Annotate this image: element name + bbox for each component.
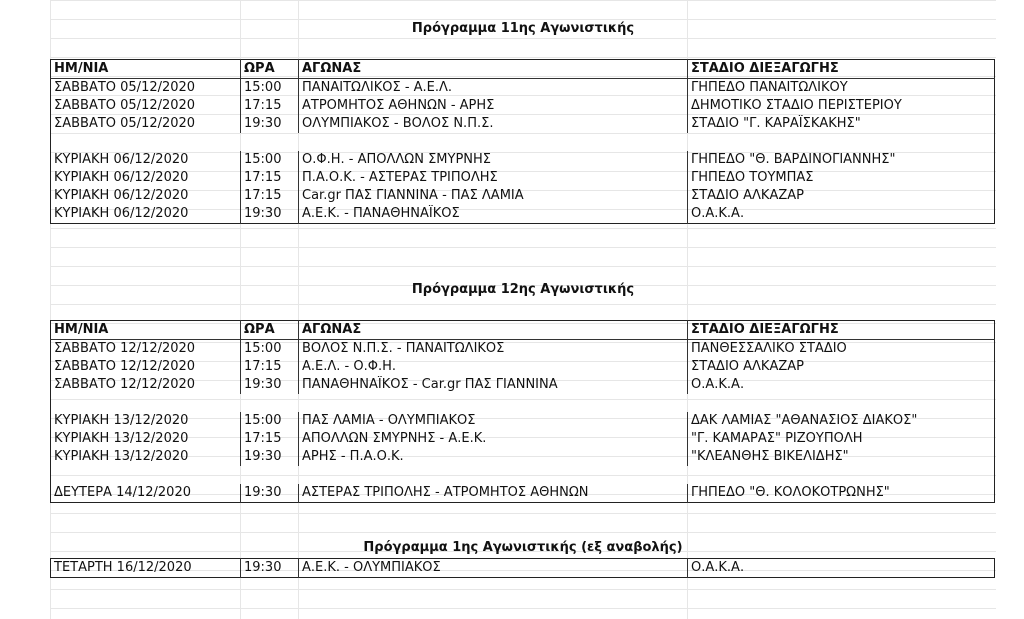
cell-stadium[interactable]: ΠΑΝΘΕΣΣΑΛΙΚΟ ΣΤΑΔΙΟ (688, 340, 995, 359)
table-row (51, 97, 995, 115)
cell-date[interactable]: ΣΑΒΒΑΤΟ 05/12/2020 (54, 98, 196, 113)
cell-match[interactable]: ΑΠΟΛΛΩΝ ΣΜΥΡΝΗΣ - Α.Ε.Κ. (299, 430, 688, 448)
cell-date[interactable]: ΚΥΡΙΑΚΗ 13/12/2020 (54, 431, 189, 446)
round-12-table-wrap (50, 320, 996, 503)
cell-stadium[interactable]: Ο.Α.Κ.Α. (688, 376, 995, 394)
cell-stadium[interactable]: ΣΤΑΔΙΟ ΑΛΚΑΖΑΡ (688, 358, 995, 376)
header-time: ΩΡΑ (241, 60, 299, 79)
empty-cell[interactable] (51, 133, 995, 151)
round-11-table-wrap (50, 59, 996, 224)
table-row (51, 559, 995, 578)
cell-stadium[interactable]: ΓΗΠΕΔΟ "Θ. ΚΟΛΟΚΟΤΡΩΝΗΣ" (688, 484, 995, 503)
cell-match[interactable]: ΑΡΗΣ - Π.Α.Ο.Κ. (299, 448, 688, 466)
cell-time[interactable]: 19:30 (241, 115, 299, 133)
cell-match[interactable]: Α.Ε.Κ. - ΠΑΝΑΘΗΝΑΪΚΟΣ (299, 205, 688, 224)
round-1-title-text: Πρόγραμμα 1ης Αγωνιστικής (εξ αναβολής) (363, 540, 683, 555)
cell-date[interactable]: ΤΕΤΑΡΤΗ 16/12/2020 (54, 560, 192, 575)
table-row (51, 484, 995, 503)
cell-stadium[interactable]: ΓΗΠΕΔΟ "Θ. ΒΑΡΔΙΝΟΓΙΑΝΝΗΣ" (688, 151, 995, 169)
cell-date[interactable]: ΚΥΡΙΑΚΗ 06/12/2020 (54, 170, 189, 185)
cell-stadium[interactable]: "Γ. ΚΑΜΑΡΑΣ" ΡΙΖΟΥΠΟΛΗ (688, 430, 995, 448)
cell-time[interactable]: 17:15 (241, 97, 299, 115)
round-1-title (50, 538, 996, 557)
spacer-row (51, 394, 995, 412)
cell-time[interactable]: 19:30 (241, 376, 299, 394)
cell-match[interactable]: Ο.Φ.Η. - ΑΠΟΛΛΩΝ ΣΜΥΡΝΗΣ (299, 151, 688, 169)
cell-match[interactable]: ΑΣΤΕΡΑΣ ΤΡΙΠΟΛΗΣ - ΑΤΡΟΜΗΤΟΣ ΑΘΗΝΩΝ (299, 484, 688, 503)
round-12-table (50, 320, 995, 503)
cell-date[interactable]: ΣΑΒΒΑΤΟ 05/12/2020 (54, 116, 196, 131)
cell-time[interactable]: 19:30 (241, 448, 299, 466)
cell-stadium[interactable]: Ο.Α.Κ.Α. (688, 205, 995, 224)
cell-match[interactable]: ΠΑΝΑΙΤΩΛΙΚΟΣ - Α.Ε.Λ. (299, 79, 688, 98)
cell-stadium[interactable]: ΓΗΠΕΔΟ ΠΑΝΑΙΤΩΛΙΚΟΥ (688, 79, 995, 98)
cell-stadium[interactable]: ΔΗΜΟΤΙΚΟ ΣΤΑΔΙΟ ΠΕΡΙΣΤΕΡΙΟΥ (688, 97, 995, 115)
spacer-row (51, 466, 995, 484)
cell-stadium[interactable]: ΣΤΑΔΙΟ "Γ. ΚΑΡΑΪΣΚΑΚΗΣ" (688, 115, 995, 133)
cell-time[interactable]: 15:00 (241, 340, 299, 359)
table-header-row (51, 60, 995, 79)
cell-match[interactable]: ΑΤΡΟΜΗΤΟΣ ΑΘΗΝΩΝ - ΑΡΗΣ (299, 97, 688, 115)
cell-time[interactable]: 17:15 (241, 169, 299, 187)
table-row (51, 115, 995, 133)
empty-cell[interactable] (51, 394, 995, 412)
header-date: ΗΜ/ΝΙΑ (51, 321, 241, 340)
cell-date[interactable]: ΚΥΡΙΑΚΗ 06/12/2020 (54, 188, 189, 203)
round-12-title (50, 280, 996, 299)
table-row (51, 340, 995, 359)
cell-match[interactable]: Α.Ε.Λ. - Ο.Φ.Η. (299, 358, 688, 376)
cell-time[interactable]: 15:00 (241, 151, 299, 169)
cell-match[interactable]: Α.Ε.Κ. - ΟΛΥΜΠΙΑΚΟΣ (299, 559, 688, 578)
table-header-row (51, 321, 995, 340)
cell-date[interactable]: ΣΑΒΒΑΤΟ 05/12/2020 (54, 80, 196, 95)
header-date: ΗΜ/ΝΙΑ (51, 60, 241, 79)
cell-date[interactable]: ΚΥΡΙΑΚΗ 13/12/2020 (54, 413, 189, 428)
round-1-section (50, 538, 996, 557)
cell-time[interactable]: 17:15 (241, 358, 299, 376)
spreadsheet-sheet (50, 0, 996, 619)
cell-stadium[interactable]: ΓΗΠΕΔΟ ΤΟΥΜΠΑΣ (688, 169, 995, 187)
round-11-title (50, 19, 996, 38)
cell-match[interactable]: ΠΑΝΑΘΗΝΑΪΚΟΣ - Car.gr ΠΑΣ ΓΙΑΝΝΙΝΑ (299, 376, 688, 394)
round-11-table (50, 59, 995, 224)
cell-date[interactable]: ΣΑΒΒΑΤΟ 12/12/2020 (54, 377, 196, 392)
cell-date[interactable]: ΚΥΡΙΑΚΗ 06/12/2020 (54, 206, 189, 221)
cell-match[interactable]: Car.gr ΠΑΣ ΓΙΑΝΝΙΝΑ - ΠΑΣ ΛΑΜΙΑ (299, 187, 688, 205)
cell-match[interactable]: Π.Α.Ο.Κ. - ΑΣΤΕΡΑΣ ΤΡΙΠΟΛΗΣ (299, 169, 688, 187)
table-row (51, 151, 995, 169)
round-12-section (50, 280, 996, 299)
round-11-title-text: Πρόγραμμα 11ης Αγωνιστικής (411, 21, 635, 36)
table-row (51, 187, 995, 205)
cell-time[interactable]: 17:15 (241, 430, 299, 448)
table-row (51, 376, 995, 394)
header-match: ΑΓΩΝΑΣ (299, 321, 688, 340)
cell-time[interactable]: 19:30 (241, 205, 299, 224)
header-stadium: ΣΤΑΔΙΟ ΔΙΕΞΑΓΩΓΗΣ (688, 60, 995, 79)
header-stadium: ΣΤΑΔΙΟ ΔΙΕΞΑΓΩΓΗΣ (688, 321, 995, 340)
table-row (51, 79, 995, 98)
header-time: ΩΡΑ (241, 321, 299, 340)
round-11-section (50, 19, 996, 38)
cell-date[interactable]: ΚΥΡΙΑΚΗ 06/12/2020 (54, 152, 189, 167)
cell-match[interactable]: ΟΛΥΜΠΙΑΚΟΣ - ΒΟΛΟΣ Ν.Π.Σ. (299, 115, 688, 133)
cell-stadium[interactable]: Ο.Α.Κ.Α. (688, 559, 995, 578)
cell-date[interactable]: ΔΕΥΤΕΡΑ 14/12/2020 (54, 485, 191, 500)
cell-stadium[interactable]: ΔΑΚ ΛΑΜΙΑΣ "ΑΘΑΝΑΣΙΟΣ ΔΙΑΚΟΣ" (688, 412, 995, 430)
cell-date[interactable]: ΣΑΒΒΑΤΟ 12/12/2020 (54, 341, 196, 356)
cell-match[interactable]: ΒΟΛΟΣ Ν.Π.Σ. - ΠΑΝΑΙΤΩΛΙΚΟΣ (299, 340, 688, 359)
empty-cell[interactable] (51, 466, 995, 484)
table-row (51, 205, 995, 224)
cell-time[interactable]: 15:00 (241, 412, 299, 430)
spacer-row (51, 133, 995, 151)
table-row (51, 448, 995, 466)
cell-time[interactable]: 19:30 (241, 559, 299, 578)
round-12-title-text: Πρόγραμμα 12ης Αγωνιστικής (411, 282, 635, 297)
header-match: ΑΓΩΝΑΣ (299, 60, 688, 79)
cell-time[interactable]: 17:15 (241, 187, 299, 205)
cell-date[interactable]: ΣΑΒΒΑΤΟ 12/12/2020 (54, 359, 196, 374)
cell-stadium[interactable]: "ΚΛΕΑΝΘΗΣ ΒΙΚΕΛΙΔΗΣ" (688, 448, 995, 466)
table-row (51, 169, 995, 187)
table-row (51, 412, 995, 430)
round-1-table (50, 558, 995, 578)
cell-date[interactable]: ΚΥΡΙΑΚΗ 13/12/2020 (54, 449, 189, 464)
cell-time[interactable]: 19:30 (241, 484, 299, 503)
round-1-table-wrap (50, 558, 996, 578)
cell-time[interactable]: 15:00 (241, 79, 299, 98)
cell-stadium[interactable]: ΣΤΑΔΙΟ ΑΛΚΑΖΑΡ (688, 187, 995, 205)
cell-match[interactable]: ΠΑΣ ΛΑΜΙΑ - ΟΛΥΜΠΙΑΚΟΣ (299, 412, 688, 430)
table-row (51, 358, 995, 376)
table-row (51, 430, 995, 448)
